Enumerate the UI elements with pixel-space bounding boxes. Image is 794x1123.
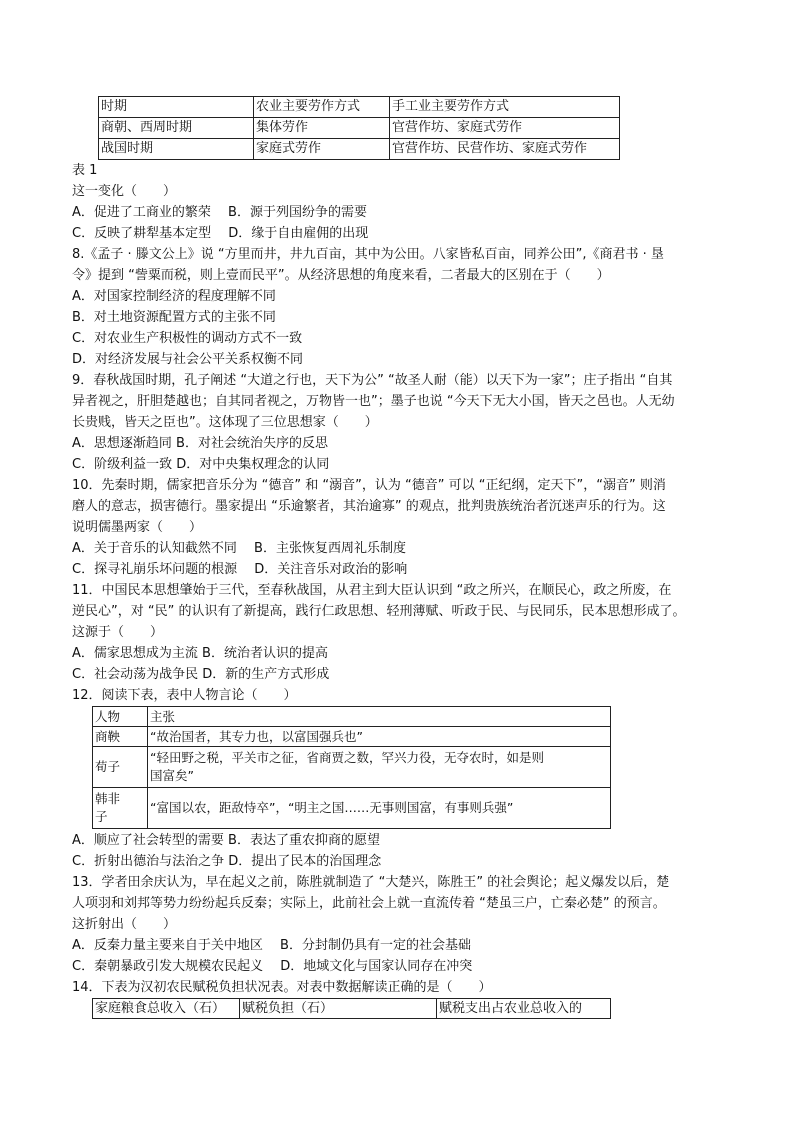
table-header-cell: 主张 (148, 707, 611, 727)
table-header-cell: 赋税负担（石） (240, 999, 437, 1019)
table-row (99, 118, 620, 139)
table-header-cell: 农业主要劳作方式 (254, 97, 390, 118)
table-cell: 家庭式劳作 (254, 139, 390, 160)
table-header-row (93, 999, 611, 1019)
option-line: A．思想逐渐趋同 B．对社会统治失序的反思 (72, 436, 328, 451)
table-cell: 商朝、西周时期 (99, 118, 254, 139)
question-13-stem: 人项羽和刘邦等势力纷纷起兵反秦；实际上，此前社会上就一直流传着 “楚虽三户，亡秦必楚” 的预言。 (72, 896, 666, 911)
table-row (93, 747, 611, 788)
option-line: C．折射出德治与法治之争 D．提出了民本的治国理念 (72, 854, 382, 869)
option-line: A．促进了工商业的繁荣 B．源于列国纷争的需要 (72, 205, 367, 220)
table-row (93, 788, 611, 829)
option-line: B．对土地资源配置方式的主张不同 (72, 310, 276, 325)
option-line: C．对农业生产积极性的调动方式不一致 (72, 331, 303, 346)
table-header-cell: 时期 (99, 97, 254, 118)
table-cell: 官营作坊、民营作坊、家庭式劳作 (390, 139, 620, 160)
question-11-stem: 这源于（ ） (72, 625, 164, 640)
table-row (93, 727, 611, 747)
option-line: C．反映了耕犁基本定型 D．缘于自由雇佣的出现 (72, 226, 369, 241)
claim-line: 国富矣” (150, 768, 194, 783)
option-line: A．儒家思想成为主流 B．统治者认识的提高 (72, 646, 328, 661)
question-8-stem: 令》提到 “訾粟而税，则上壹而民平”。从经济思想的角度来看，二者最大的区别在于（ ） (72, 268, 610, 283)
option-line: A．关于音乐的认知截然不同 B．主张恢复西周礼乐制度 (72, 541, 406, 556)
question-9-stem: 长贵贱，皆天之臣也”。这体现了三位思想家（ ） (72, 415, 378, 430)
table-cell: 集体劳作 (254, 118, 390, 139)
question-12-stem: 12．阅读下表，表中人物言论（ ） (72, 688, 297, 703)
option-line: A．对国家控制经济的程度理解不同 (72, 289, 276, 304)
statements-table (92, 706, 611, 829)
option-line: D．对经济发展与社会公平关系权衡不同 (72, 352, 304, 367)
table-cell: 商鞅 (93, 727, 148, 747)
option-line: C．阶级利益一致 D．对中央集权理念的认同 (72, 457, 330, 472)
table-header-row (93, 707, 611, 727)
table-cell: “故治国者，其专力也，以富国强兵也” (148, 727, 611, 747)
option-line: A．顺应了社会转型的需要 B．表达了重农抑商的愿望 (72, 833, 380, 848)
table-cell: 荀子 (93, 747, 148, 788)
person-line: 韩非 (95, 791, 121, 806)
table-header-cell: 手工业主要劳作方式 (390, 97, 620, 118)
table-cell (148, 747, 611, 788)
option-line: C．社会动荡为战争民 D．新的生产方式形成 (72, 667, 330, 682)
question-10-stem: 说明儒墨两家（ ） (72, 520, 203, 535)
table-header-row (99, 97, 620, 118)
tax-burden-table (92, 998, 611, 1019)
table-row (99, 139, 620, 160)
table-cell: “富国以农，距敌恃卒”，“明主之国……无事则国富，有事则兵强” (148, 788, 611, 829)
question-8-stem: 8.《孟子 · 滕文公上》说 “方里而井，井九百亩，其中为公田。八家皆私百亩，同养公田”,《商君书 · 垦 (72, 247, 664, 262)
claim-line: “轻田野之税，平关市之征，省商贾之数，罕兴力役，无夺农时，如是则 (150, 750, 544, 765)
question-10-stem: 10．先秦时期，儒家把音乐分为 “德音” 和 “溺音”，认为 “德音” 可以 “正纪纲，定天下”，“溺音” 则消 (72, 478, 666, 493)
question-13-stem: 13．学者田余庆认为，早在起义之前，陈胜就制造了 “大楚兴，陈胜王” 的社会舆论；起义爆发以后，楚 (72, 875, 670, 890)
table-caption: 表 1 (72, 163, 98, 178)
table-header-cell: 人物 (93, 707, 148, 727)
table-cell: 官营作坊、家庭式劳作 (390, 118, 620, 139)
question-9-stem: 9．春秋战国时期，孔子阐述 “大道之行也，天下为公” “故圣人耐（能）以天下为一家”；庄子指出 “自其 (72, 373, 673, 388)
question-13-stem: 这折射出（ ） (72, 917, 177, 932)
option-line: C．秦朝暴政引发大规模农民起义 D．地域文化与国家认同存在冲突 (72, 959, 473, 974)
person-line: 子 (95, 809, 108, 824)
question-14-stem: 14．下表为汉初农民赋税负担状况表。对表中数据解读正确的是（ ） (72, 980, 492, 995)
option-line: C．探寻礼崩乐坏问题的根源 D．关注音乐对政治的影响 (72, 562, 408, 577)
question-11-stem: 逆民心”，对 “民” 的认识有了新提高，践行仁政思想、轻刑薄赋、听政于民、与民同乐，民本思想形成了。 (72, 604, 686, 619)
table-header-cell: 赋税支出占农业总收入的 (437, 999, 611, 1019)
question-11-stem: 11．中国民本思想肇始于三代，至春秋战国，从君主到大臣认识到 “政之所兴，在顺民心，政之所废，在 (72, 583, 672, 598)
question-10-stem: 磨人的意志，损害德行。墨家提出 “乐逾繁者，其治逾寡” 的观点，批判贵族统治者沉迷声乐的行为。这 (72, 499, 666, 514)
question-9-stem: 异者视之，肝胆楚越也；自其同者视之，万物皆一也”；墨子也说 “今天下无大小国，皆天之邑也。人无幼 (72, 394, 675, 409)
labor-methods-table (98, 96, 620, 160)
table-cell (93, 788, 148, 829)
question-7-stem: 这一变化（ ） (72, 184, 177, 199)
table-cell: 战国时期 (99, 139, 254, 160)
table-header-cell: 家庭粮食总收入（石） (93, 999, 240, 1019)
option-line: A．反秦力量主要来自于关中地区 B．分封制仍具有一定的社会基础 (72, 938, 471, 953)
